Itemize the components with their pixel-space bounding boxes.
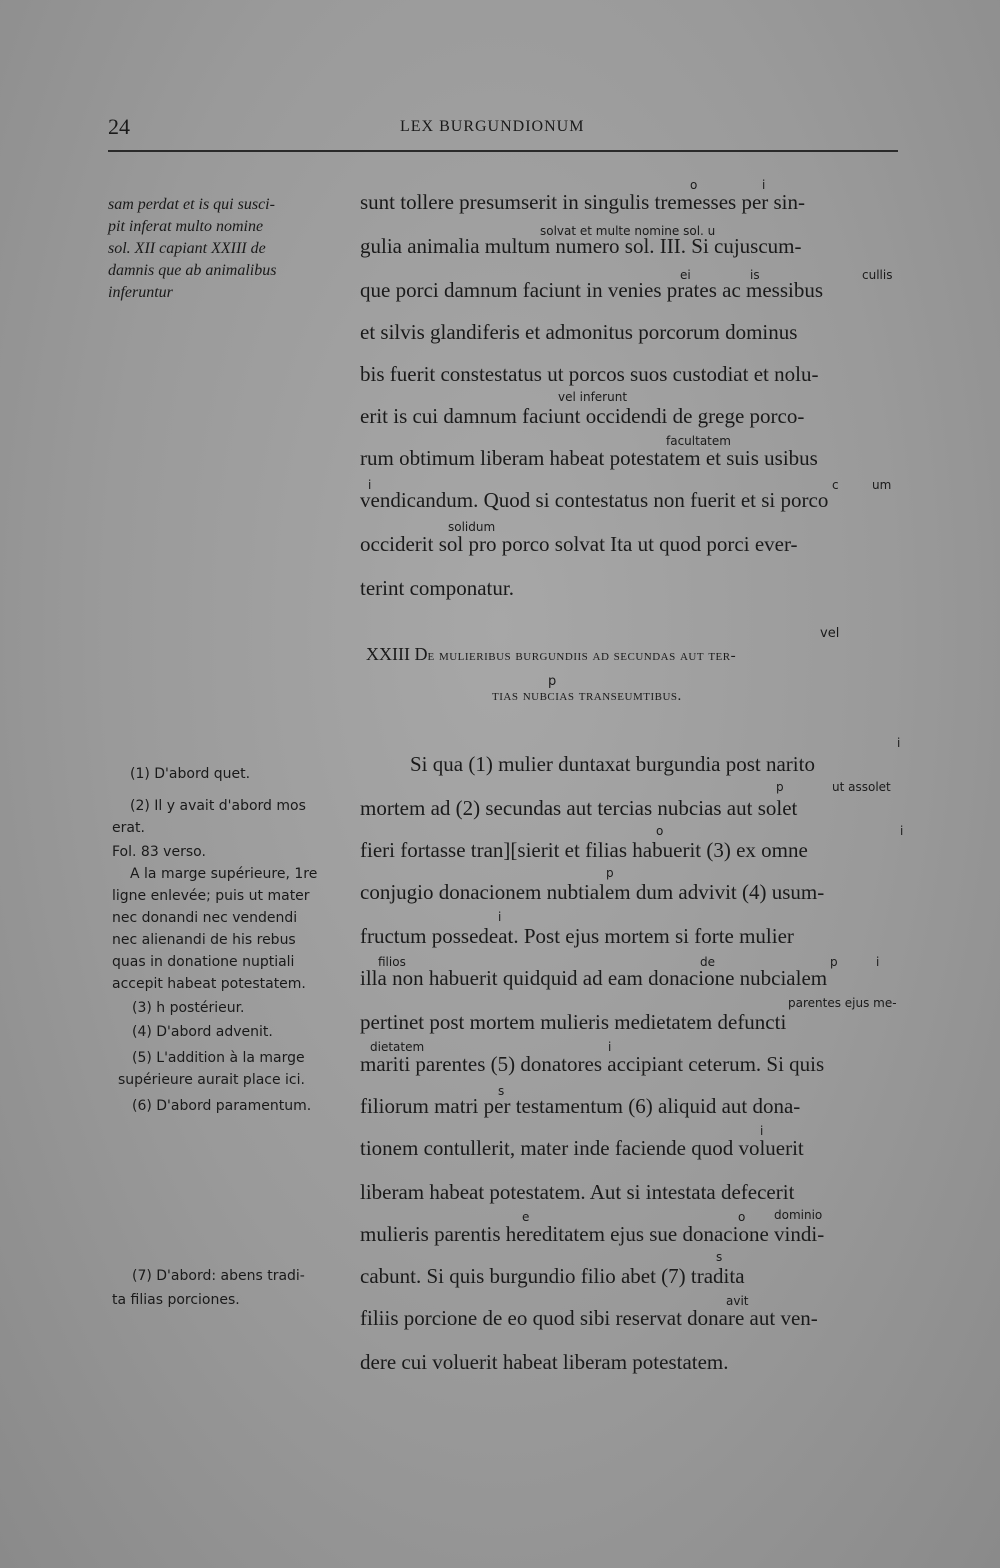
interlinear-gloss: parentes ejus me- [788,996,897,1010]
interlinear-gloss: i [368,478,372,492]
heading-gloss: vel [820,626,840,641]
footnote-line: Fol. 83 verso. [112,844,206,860]
section-heading-line2: tias nubcias transeumtibus. [492,688,682,704]
footnote-line: (4) D'abord advenit. [132,1024,273,1040]
footnote-line: erat. [112,820,145,836]
interlinear-gloss: de [700,955,715,969]
text-line: cabunt. Si quis burgundio filio abet (7) tradita [360,1264,745,1288]
text-line: mortem ad (2) secundas aut tercias nubcias aut solet [360,796,798,820]
interlinear-gloss: i [876,955,880,969]
text-line: que porci damnum faciunt in venies prates ac messibus [360,278,824,302]
footnote-line: quas in donatione nuptiali [112,954,295,970]
footnote-line: ligne enlevée; puis ut mater [112,888,310,904]
interlinear-gloss: e [522,1210,530,1224]
interlinear-gloss: avit [726,1294,749,1308]
text-line: sunt tollere presumserit in singulis tremesses per sin- [360,190,806,214]
footnote-line: (2) Il y avait d'abord mos [130,798,306,814]
interlinear-gloss: o [738,1210,746,1224]
text-line: vendicandum. Quod si contestatus non fuerit et si porco [360,488,829,512]
text-line: filiis porcione de eo quod sibi reservat donare aut ven- [360,1306,818,1330]
interlinear-gloss: dietatem [370,1040,425,1054]
text-line: gulia animalia multum numero sol. III. Si cujuscum- [360,234,802,258]
interlinear-gloss: o [690,178,698,192]
footnote-line: nec alienandi de his rebus [112,932,296,948]
interlinear-gloss: i [897,736,901,750]
interlinear-gloss: ei [680,268,691,282]
interlinear-gloss: solidum [448,520,496,534]
text-line: terint componatur. [360,576,514,600]
interlinear-gloss: i [760,1124,764,1138]
interlinear-gloss: cullis [862,268,893,282]
margin-summary-line: sol. XII capiant XXIII de [108,240,266,257]
text-line: rum obtimum liberam habeat potestatem et suis usibus [360,446,818,470]
section-number: XXIII [366,644,415,664]
running-title: LEX BURGUNDIONUM [400,118,585,135]
interlinear-gloss: i [900,824,904,838]
margin-summary-line: damnis que ab animalibus [108,262,277,279]
interlinear-gloss: dominio [774,1208,823,1222]
footnote-line: (5) L'addition à la marge [132,1050,305,1066]
text-line: mariti parentes (5) donatores accipiant ceterum. Si quis [360,1052,825,1076]
margin-summary-line: inferuntur [108,284,173,301]
footnote-line: (6) D'abord paramentum. [132,1098,312,1114]
interlinear-gloss: filios [378,955,406,969]
text-line: fructum possedeat. Post ejus mortem si forte mulier [360,924,794,948]
interlinear-gloss: s [716,1250,723,1264]
margin-summary-line: sam perdat et is qui susci- [108,196,275,213]
text-line: fieri fortasse tran][sierit et filias habuerit (3) ex omne [360,838,808,862]
interlinear-gloss: s [498,1084,505,1098]
footnote-line: A la marge supérieure, 1re [130,866,318,882]
interlinear-gloss: ut assolet [832,780,891,794]
interlinear-gloss: is [750,268,760,282]
section-initial: D [414,644,428,664]
text-line: pertinet post mortem mulieris medietatem defuncti [360,1010,787,1034]
text-line: erit is cui damnum faciunt occidendi de grege porco- [360,404,805,428]
interlinear-gloss: c [832,478,839,492]
interlinear-gloss: um [872,478,892,492]
text-line: bis fuerit constestatus ut porcos suos custodiat et nolu- [360,362,819,386]
footnote-line: supérieure aurait place ici. [118,1072,305,1088]
footnote-line: nec donandi nec vendendi [112,910,298,926]
heading-gloss: p [548,674,557,689]
section-heading-line1 [366,644,736,665]
text-line: mulieris parentis hereditatem ejus sue donacione vindi- [360,1222,825,1246]
interlinear-gloss: vel inferunt [558,390,628,404]
footnote-line: accepit habeat potestatem. [112,976,306,992]
text-line: dere cui voluerit habeat liberam potestatem. [360,1350,729,1374]
section-title-part1: e mulieribus burgundiis ad secundas aut ter- [427,648,737,664]
interlinear-gloss: i [608,1040,612,1054]
text-line: Si qua (1) mulier duntaxat burgundia post narito [410,752,815,776]
page-number: 24 [108,114,130,139]
interlinear-gloss: p [606,866,614,880]
interlinear-gloss: i [498,910,502,924]
text-line: illa non habuerit quidquid ad eam donacione nubcialem [360,966,828,990]
interlinear-gloss: p [830,955,838,969]
text-line: tionem contullerit, mater inde faciende quod voluerit [360,1136,804,1160]
footnote-line: ta filias porciones. [112,1292,240,1308]
interlinear-gloss: p [776,780,784,794]
interlinear-gloss: i [762,178,766,192]
text-line: occiderit sol pro porco solvat Ita ut quod porci ever- [360,532,798,556]
text-line: conjugio donacionem nubtialem dum advivit (4) usum- [360,880,825,904]
footnote-line: (3) h postérieur. [132,1000,245,1016]
text-line: filiorum matri per testamentum (6) aliquid aut dona- [360,1094,801,1118]
text-line: liberam habeat potestatem. Aut si intestata defecerit [360,1180,795,1204]
margin-summary-line: pit inferat multo nomine [108,218,264,235]
footnote-line: (1) D'abord quet. [130,766,251,782]
header-rule [108,150,898,152]
interlinear-gloss: solvat et multe nomine sol. u [540,224,716,238]
footnote-line: (7) D'abord: abens tradi- [132,1268,305,1284]
interlinear-gloss: o [656,824,664,838]
text-line: et silvis glandiferis et admonitus porcorum dominus [360,320,798,344]
interlinear-gloss: facultatem [666,434,731,448]
